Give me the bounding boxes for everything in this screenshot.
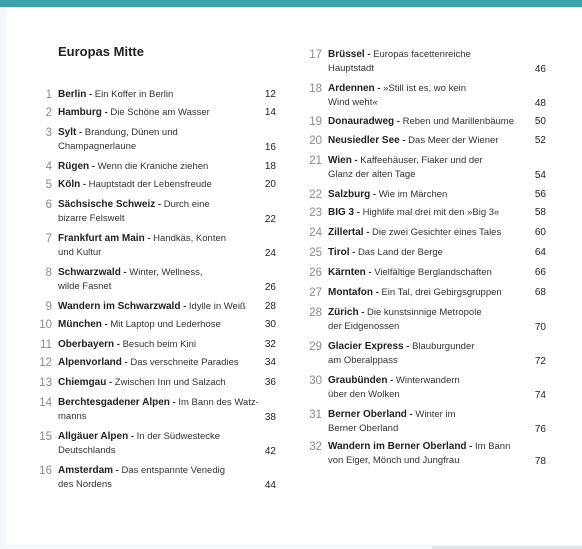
entry-number: 3 [45, 127, 52, 139]
toc-entry[interactable] [34, 356, 314, 372]
entry-place: Ardennen [328, 83, 375, 94]
entry-place: Brüssel [328, 49, 365, 60]
entry-description-continued: des Nordens [58, 479, 112, 490]
entry-number: 29 [309, 341, 322, 353]
entry-separator: - [120, 267, 130, 278]
entry-place: Berchtesgadener Alpen [58, 397, 170, 408]
entry-page-number: 54 [534, 170, 546, 181]
entry-description-continued: manns [58, 411, 87, 422]
toc-entry[interactable] [34, 126, 314, 156]
entry-text [58, 300, 246, 314]
entry-page-number: 72 [534, 356, 546, 367]
entry-separator: - [363, 227, 373, 238]
entry-page-number: 70 [534, 322, 546, 333]
entry-page-number: 30 [264, 319, 276, 330]
toc-entry[interactable] [304, 48, 582, 78]
entry-text [58, 88, 173, 102]
entry-place: Zillertal [328, 227, 364, 238]
toc-entry[interactable] [34, 430, 314, 460]
entry-number: 8 [45, 267, 52, 279]
entry-separator: - [121, 357, 131, 368]
entry-separator: - [364, 49, 374, 60]
entry-number: 2 [45, 107, 52, 119]
entry-text [328, 115, 514, 129]
toc-entry[interactable] [304, 188, 582, 204]
entry-separator: - [180, 301, 189, 312]
entry-page-number: 16 [264, 142, 276, 153]
entry-page-number: 24 [264, 248, 276, 259]
entry-description: Hauptstadt der Lebensfreude [88, 179, 212, 190]
entry-text [328, 206, 499, 220]
entry-number: 13 [39, 377, 52, 389]
entry-number: 31 [309, 409, 322, 421]
toc-entry[interactable] [34, 396, 314, 426]
entry-description-continued: Hauptstadt [328, 63, 374, 74]
entry-text [328, 246, 443, 260]
entry-number: 9 [45, 301, 52, 313]
entry-separator: - [351, 155, 361, 166]
entry-text [328, 134, 498, 148]
entry-number: 25 [309, 247, 322, 259]
entry-text [328, 408, 456, 436]
entry-place: Schwarzwald [58, 267, 121, 278]
entry-page-number: 56 [534, 189, 546, 200]
entry-description: Das Land der Berge [357, 247, 443, 258]
entry-description: Die kunstsinnige Metropole [367, 307, 482, 318]
entry-text [58, 464, 225, 492]
entry-page-number: 12 [264, 89, 276, 100]
entry-description: Winter, Wellness, [129, 267, 203, 278]
entry-page-number: 76 [534, 424, 546, 435]
toc-entry[interactable] [304, 340, 582, 370]
entry-separator: - [406, 409, 416, 420]
entry-separator: - [387, 375, 396, 386]
entry-separator: - [144, 233, 154, 244]
entry-number: 20 [309, 135, 322, 147]
entry-number: 5 [45, 179, 52, 191]
entry-number: 28 [309, 307, 322, 319]
entry-number: 23 [309, 207, 322, 219]
toc-entry[interactable] [34, 300, 314, 316]
entry-place: Allgäuer Alpen [58, 431, 129, 442]
entry-number: 30 [309, 375, 322, 387]
entry-separator: - [349, 247, 358, 258]
entry-separator: - [86, 89, 95, 100]
entry-number: 10 [39, 319, 52, 331]
entry-place: Graubünden [328, 375, 388, 386]
entry-page-number: 60 [534, 227, 546, 238]
entry-place: Sächsische Schweiz [58, 199, 156, 210]
entry-text [328, 82, 466, 110]
entry-description: Besuch beim Kini [122, 339, 196, 350]
entry-place: Hamburg [58, 107, 102, 118]
entry-number: 26 [309, 267, 322, 279]
entry-description: Mit Laptop und Lederhose [110, 319, 221, 330]
entry-place: München [58, 319, 102, 330]
entry-place: Donauradweg [328, 116, 395, 127]
entry-description: Brandung, Dünen und [84, 127, 178, 138]
entry-page-number: 18 [264, 161, 276, 172]
toc-entry[interactable] [304, 374, 582, 404]
entry-page-number: 68 [534, 287, 546, 298]
toc-entry[interactable] [304, 154, 582, 184]
entry-number: 32 [309, 441, 322, 453]
entry-number: 15 [39, 431, 52, 443]
entry-description: Handkäs, Konten [153, 233, 227, 244]
entry-text [58, 396, 259, 424]
entry-description: Zwischen Inn und Salzach [114, 377, 226, 388]
entry-page-number: 64 [534, 247, 546, 258]
entry-page-number: 44 [264, 480, 276, 491]
toc-entry[interactable] [304, 266, 582, 282]
entry-description-continued: Deutschlands [58, 445, 116, 456]
entry-number: 18 [309, 83, 322, 95]
entry-place: Chiemgau [58, 377, 107, 388]
entry-description: Kaffeehäuser, Fiaker und der [360, 155, 483, 166]
entry-description: Durch eine [163, 199, 210, 210]
entry-place: Sylt [58, 127, 77, 138]
entry-separator: - [394, 116, 403, 127]
entry-description: Das entspannte Venedig [121, 465, 226, 476]
entry-description: Ein Tal, drei Gebirgsgruppen [381, 287, 502, 298]
entry-page-number: 52 [534, 135, 546, 146]
entry-place: Kärnten [328, 267, 366, 278]
entry-page-number: 14 [264, 107, 276, 118]
entry-description-continued: Glanz der alten Tage [328, 169, 416, 180]
entry-separator: - [403, 341, 413, 352]
toc-entry[interactable] [304, 82, 582, 112]
entry-page-number: 26 [264, 282, 276, 293]
entry-description: Highlife mal drei mit den »Big 3« [362, 207, 500, 218]
entry-text [328, 154, 483, 182]
entry-separator: - [399, 135, 409, 146]
entry-place: Oberbayern [58, 339, 115, 350]
entry-number: 4 [45, 161, 52, 173]
entry-text [58, 160, 208, 174]
entry-separator: - [358, 307, 368, 318]
entry-description: Winter im [415, 409, 456, 420]
toc-entry[interactable] [304, 306, 582, 336]
entry-text [328, 188, 447, 202]
entry-separator: - [114, 339, 123, 350]
entry-number: 24 [309, 227, 322, 239]
entry-separator: - [365, 267, 375, 278]
entry-separator: - [373, 287, 382, 298]
toc-entry[interactable] [304, 134, 582, 150]
entry-description-continued: Champagnerlaune [58, 141, 137, 152]
entry-description-continued: wilde Fasnet [58, 281, 112, 292]
entry-text [58, 318, 221, 332]
entry-description-continued: von Eiger, Mönch und Jungfrau [328, 455, 460, 466]
entry-description-continued: über den Wolken [328, 389, 400, 400]
entry-place: Berlin [58, 89, 87, 100]
entry-separator: - [89, 161, 98, 172]
toc-entry[interactable] [34, 160, 314, 176]
toc-entry[interactable] [34, 266, 314, 296]
entry-description: Blauburgunder [412, 341, 475, 352]
entry-description-continued: und Kultur [58, 247, 102, 258]
entry-description: In der Südwestecke [136, 431, 221, 442]
entry-description-continued: am Oberalppass [328, 355, 398, 366]
toc-entry[interactable] [34, 106, 314, 122]
entry-separator: - [370, 189, 379, 200]
entry-number: 27 [309, 287, 322, 299]
entry-page-number: 36 [264, 377, 276, 388]
entry-page-number: 74 [534, 390, 546, 401]
entry-text [58, 430, 220, 458]
entry-number: 7 [45, 233, 52, 245]
entry-place: Alpenvorland [58, 357, 122, 368]
toc-entry[interactable] [34, 376, 314, 392]
entry-place: Wien [328, 155, 352, 166]
entry-separator: - [101, 319, 111, 330]
entry-number: 16 [39, 465, 52, 477]
entry-description: »Still ist es, wo kein [383, 83, 467, 94]
entry-separator: - [113, 465, 122, 476]
entry-page-number: 38 [264, 412, 276, 423]
entry-text [328, 306, 482, 334]
entry-separator: - [466, 441, 475, 452]
entry-description: Das verschneite Paradies [130, 357, 239, 368]
entry-place: Wandern im Schwarzwald [58, 301, 181, 312]
entry-description: Das Meer der Wiener [408, 135, 499, 146]
entry-page-number: 22 [264, 214, 276, 225]
entry-separator: - [80, 179, 89, 190]
top-accent-bar [0, 0, 582, 7]
entry-description-continued: der Eidgenossen [328, 321, 400, 332]
entry-text [328, 374, 460, 402]
entry-description-continued: bizarre Felswelt [58, 213, 125, 224]
entry-page-number: 48 [534, 98, 546, 109]
entry-description: Europas facettenreiche [373, 49, 471, 60]
entry-page-number: 20 [264, 179, 276, 190]
entry-text [328, 48, 471, 76]
entry-number: 22 [309, 189, 322, 201]
entry-description: Ein Koffer in Berlin [94, 89, 174, 100]
entry-description: Winterwandern [395, 375, 460, 386]
entry-description: Wenn die Kraniche ziehen [97, 161, 209, 172]
entry-text [58, 356, 239, 370]
toc-entry[interactable] [34, 232, 314, 262]
entry-place: Wandern im Berner Oberland [328, 441, 467, 452]
toc-entry[interactable] [304, 246, 582, 262]
entry-page-number: 28 [264, 301, 276, 312]
entry-text [328, 286, 502, 300]
entry-number: 1 [45, 89, 52, 101]
entry-place: Montafon [328, 287, 373, 298]
toc-entry[interactable] [304, 286, 582, 302]
entry-place: Glacier Express [328, 341, 404, 352]
entry-place: Berner Oberland [328, 409, 407, 420]
toc-entry[interactable] [304, 440, 582, 470]
entry-text [58, 232, 226, 260]
entry-description: Idylle in Weiß [188, 301, 246, 312]
toc-entry[interactable] [34, 198, 314, 228]
entry-place: Neusiedler See [328, 135, 400, 146]
entry-place: Amsterdam [58, 465, 114, 476]
entry-description: Die Schöne am Wasser [110, 107, 210, 118]
entry-number: 19 [309, 116, 322, 128]
entry-description-continued: Berner Oberland [328, 423, 399, 434]
entry-description: Wie im Märchen [378, 189, 448, 200]
toc-entry[interactable] [34, 464, 314, 494]
entry-text [328, 266, 492, 280]
entry-page-number: 50 [534, 116, 546, 127]
entry-place: BIG 3 [328, 207, 355, 218]
entry-number: 6 [45, 199, 52, 211]
entry-text [58, 126, 178, 154]
entry-page-number: 78 [534, 456, 546, 467]
entry-text [58, 338, 196, 352]
toc-entry[interactable] [34, 318, 314, 334]
toc-entry[interactable] [34, 338, 314, 354]
entry-text [58, 376, 226, 390]
entry-separator: - [169, 397, 179, 408]
entry-number: 17 [309, 49, 322, 61]
entry-separator: - [101, 107, 111, 118]
entry-number: 11 [40, 339, 52, 351]
entry-page-number: 34 [264, 357, 276, 368]
entry-place: Tirol [328, 247, 350, 258]
entry-description: Im Bann [475, 441, 511, 452]
entry-text [58, 198, 210, 226]
entry-text [328, 440, 510, 468]
entry-text [58, 106, 210, 120]
entry-description: Im Bann des Watz- [178, 397, 259, 408]
entry-number: 12 [39, 357, 52, 369]
toc-entry[interactable] [304, 226, 582, 242]
entry-text [328, 340, 474, 368]
toc-entry[interactable] [34, 178, 314, 194]
entry-description: Reben und Marillenbäume [402, 116, 515, 127]
toc-entry[interactable] [304, 115, 582, 131]
entry-number: 21 [309, 155, 322, 167]
entry-place: Rügen [58, 161, 90, 172]
entry-separator: - [155, 199, 164, 210]
entry-page-number: 46 [534, 64, 546, 75]
entry-page-number: 32 [264, 339, 276, 350]
entry-text [328, 226, 501, 240]
toc-entry[interactable] [34, 88, 314, 104]
section-title: Europas Mitte [58, 44, 144, 59]
entry-place: Köln [58, 179, 81, 190]
entry-separator: - [106, 377, 115, 388]
entry-separator: - [128, 431, 137, 442]
entry-text [58, 178, 212, 192]
toc-entry[interactable] [304, 206, 582, 222]
entry-page-number: 58 [534, 207, 546, 218]
entry-place: Zürich [328, 307, 359, 318]
entry-separator: - [354, 207, 363, 218]
entry-text [58, 266, 202, 294]
entry-separator: - [76, 127, 85, 138]
entry-description: Vielfältige Berglandschaften [374, 267, 492, 278]
entry-place: Frankfurt am Main [58, 233, 145, 244]
entry-description: Die zwei Gesichter eines Tales [372, 227, 502, 238]
entry-page-number: 66 [534, 267, 546, 278]
toc-entry[interactable] [304, 408, 582, 438]
entry-number: 14 [39, 397, 52, 409]
entry-page-number: 42 [264, 446, 276, 457]
entry-separator: - [374, 83, 384, 94]
entry-description-continued: Wind weht« [328, 97, 378, 108]
entry-place: Salzburg [328, 189, 371, 200]
